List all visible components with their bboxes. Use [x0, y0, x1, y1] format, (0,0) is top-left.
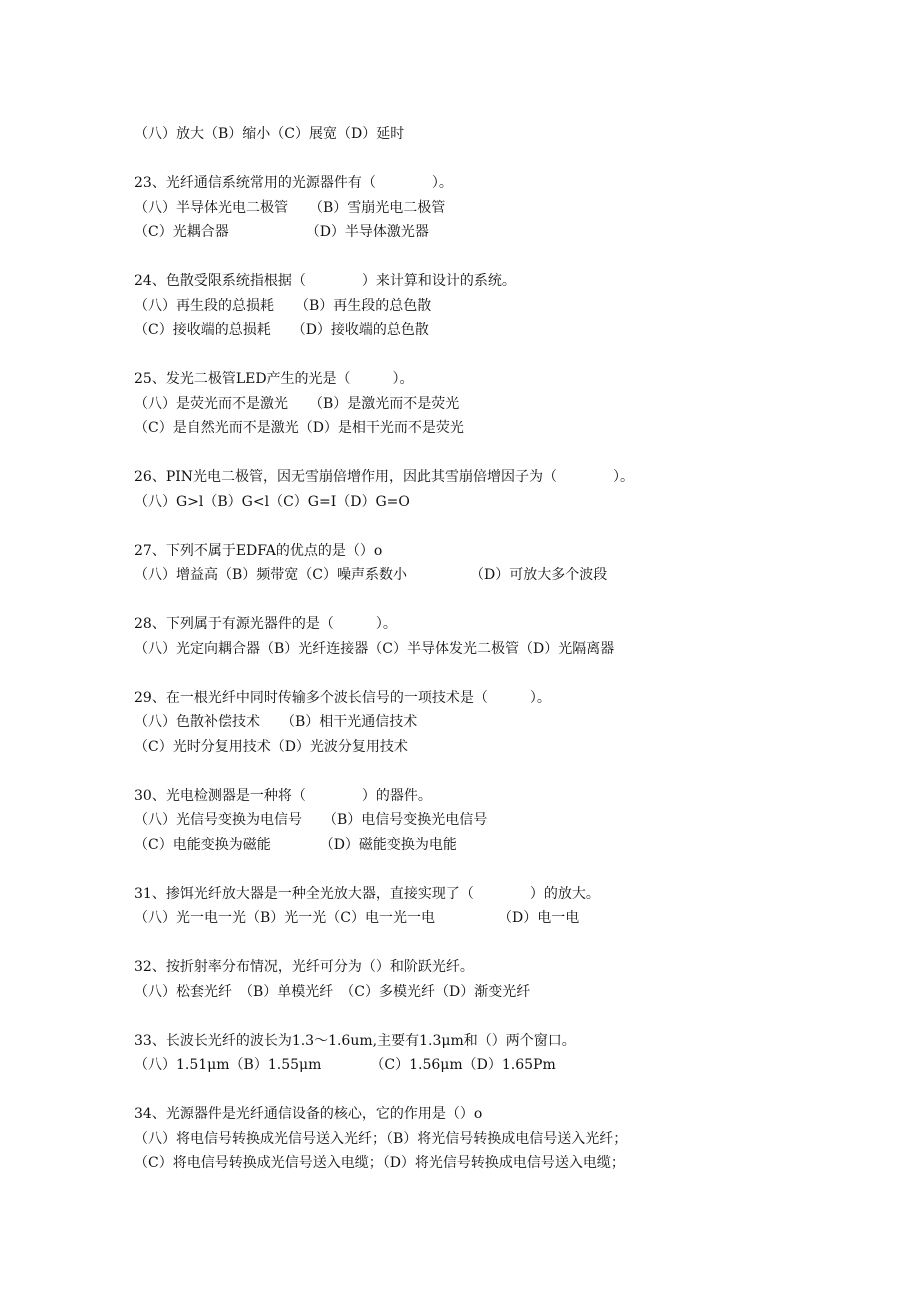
q33-stem: 33、长波长光纤的波长为1.3～1.6um,主要有1.3μm和（）两个窗口。 — [134, 1033, 576, 1049]
q26-stem: 26、PIN光电二极管，因无雪崩倍增作用，因此其雪崩倍增因子为（ ）。 — [134, 469, 635, 485]
q34-options-cd: （C）将电信号转换成光信号送入电缆；（D）将光信号转换成电信号送入电缆； — [134, 1155, 625, 1171]
q34-options-ab: （八）将电信号转换成光信号送入光纤；（B）将光信号转换成电信号送入光纤； — [134, 1131, 628, 1147]
q24-options-cd: （C）接收端的总损耗 （D）接收端的总色散 — [134, 322, 429, 338]
q28-options: （八）光定向耦合器（B）光纤连接器（C）半导体发光二极管（D）光隔离器 — [134, 641, 615, 657]
q31-options: （八）光一电一光（B）光一光（C）电一光一电 （D）电一电 — [134, 910, 580, 926]
q24-stem: 24、色散受限系统指根据（ ）来计算和设计的系统。 — [134, 273, 516, 289]
q30-stem: 30、光电检测器是一种将（ ）的器件。 — [134, 788, 432, 804]
q23-options-cd: （C）光耦合器 （D）半导体激光器 — [134, 224, 429, 240]
q32-options: （八）松套光纤 （B）单模光纤 （C）多模光纤（D）渐变光纤 — [134, 984, 531, 1000]
q34-stem: 34、光源器件是光纤通信设备的核心，它的作用是（）o — [134, 1106, 483, 1122]
q29-options-ab: （八）色散补偿技术 （B）相干光通信技术 — [134, 714, 418, 730]
q25-stem: 25、发光二极管LED产生的光是（ ）。 — [134, 371, 414, 387]
q23-stem: 23、光纤通信系统常用的光源器件有（ ）。 — [134, 175, 453, 191]
q32-stem: 32、按折射率分布情况，光纤可分为（）和阶跃光纤。 — [134, 959, 474, 975]
q29-options-cd: （C）光时分复用技术（D）光波分复用技术 — [134, 739, 408, 755]
q29-stem: 29、在一根光纤中同时传输多个波长信号的一项技术是（ ）。 — [134, 690, 551, 706]
q27-stem: 27、下列不属于EDFA的优点的是（）o — [134, 543, 383, 559]
q27-options: （八）增益高（B）频带宽（C）噪声系数小 （D）可放大多个波段 — [134, 567, 608, 583]
q33-options: （八）1.51μm（B）1.55μm （C）1.56μm（D）1.65Pm — [134, 1057, 556, 1073]
q30-options-cd: （C）电能变换为磁能 （D）磁能变换为电能 — [134, 837, 457, 853]
q30-options-ab: （八）光信号变换为电信号 （B）电信号变换光电信号 — [134, 812, 488, 828]
q26-options: （八）G>l（B）G<l（C）G=I（D）G=O — [134, 494, 410, 510]
q25-options-ab: （八）是荧光而不是激光 （B）是激光而不是荧光 — [134, 396, 460, 412]
q22-options: （八）放大（B）缩小（C）展宽（D）延时 — [134, 126, 405, 142]
q28-stem: 28、下列属于有源光器件的是（ ）。 — [134, 616, 397, 632]
q25-options-cd: （C）是自然光而不是激光（D）是相干光而不是荧光 — [134, 420, 464, 436]
q23-options-ab: （八）半导体光电二极管 （B）雪崩光电二极管 — [134, 200, 446, 216]
q24-options-ab: （八）再生段的总损耗 （B）再生段的总色散 — [134, 298, 432, 314]
q31-stem: 31、掺饵光纤放大器是一种全光放大器，直接实现了（ ）的放大。 — [134, 886, 600, 902]
